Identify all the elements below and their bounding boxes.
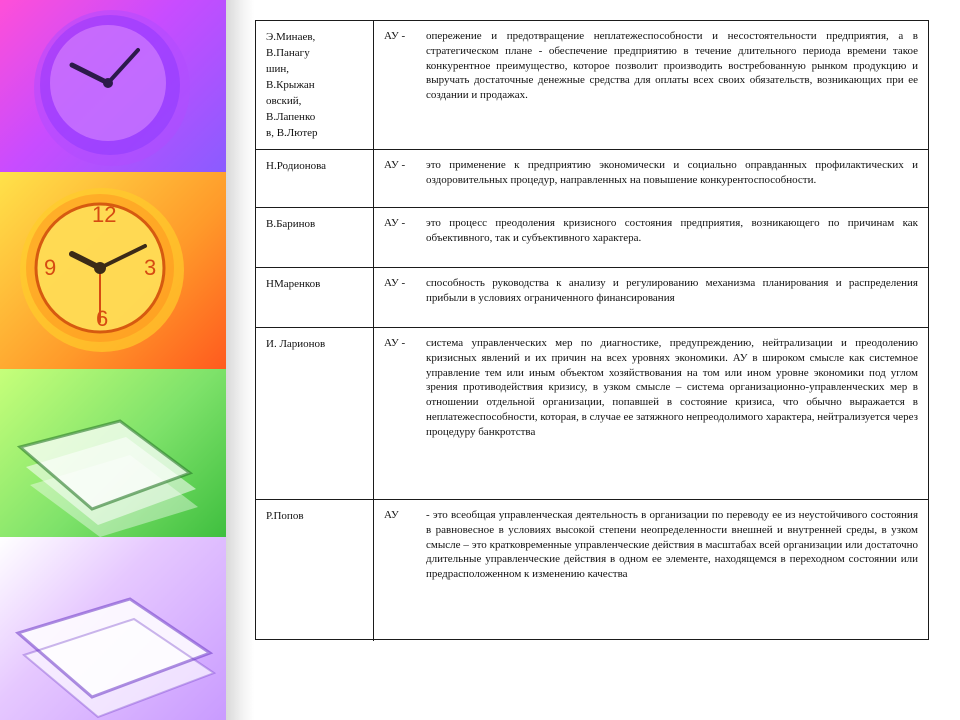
definition-cell [374,268,928,327]
term-marker: АУ - [384,337,406,349]
left-decorative-collage [0,0,226,720]
term-marker: АУ - [384,277,406,289]
author-cell: Н.Родионова [256,150,374,207]
definition-text: способность руководства к анализу и регулированию механизма планирования и распределения прибыли в условиях ограниченного финансирования [426,277,918,304]
term-marker: АУ - [384,159,406,171]
definitions-table [255,20,929,640]
papers-illustration [0,369,226,537]
table-row [256,207,928,267]
definition-text: это процесс преодоления кризисного состояния предприятия, возникающего по причинам как объективного, так и субъективного характера. [426,217,918,244]
table-row [256,499,928,641]
definition-cell [374,150,928,207]
collage-panel-lavender-papers [0,537,226,720]
svg-text:3: 3 [144,255,157,280]
collage-panel-green-papers [0,369,226,537]
term-marker: АУ [384,509,399,521]
author-cell: И. Ларионов [256,328,374,499]
table-row [256,21,928,149]
svg-text:9: 9 [44,255,57,280]
left-page-shadow [226,0,254,720]
definition-cell [374,500,928,641]
collage-panel-purple-clock [0,0,226,172]
table-row [256,149,928,207]
clock-illustration [0,172,226,369]
table-row [256,267,928,327]
definition-cell [374,208,928,267]
term-marker: АУ - [384,30,406,42]
author-cell: Р.Попов [256,500,374,641]
clock-illustration [0,0,226,172]
table-row [256,327,928,499]
definition-text: это применение к предприятию экономически и социально оправданных профилактических и оздоровительных процедур, направленных на повышение конкурентоспособности. [426,159,918,186]
definition-cell [374,328,928,499]
definition-text: - это всеобщая управленческая деятельность в организации по переводу ее из неустойчивого состояния в равновесное в условиях высокой степени неопределенности внешней и внутренней среды, в узком смысле – это кратковременные управленческие действия в масштабах всей организации или достаточно длительные управленческие действия в одном ее элементе, находящемся в переходном состоянии или предрасположенном к изменению качества [426,509,918,581]
svg-text:12: 12 [92,202,117,227]
collage-panel-yellow-clock [0,172,226,369]
definition-cell [374,21,928,149]
author-cell: В.Баринов [256,208,374,267]
author-cell: Э.Минаев, В.Панагу шин, В.Крыжан овский, В.Лапенко в, В.Лютер [256,21,374,149]
author-cell: НМаренков [256,268,374,327]
term-marker: АУ - [384,217,406,229]
definition-text: система управленческих мер по диагностике, предупреждению, нейтрализации и преодолению кризисных явлений и их причин на всех уровнях экономики. АУ в широком смысле как системное управление тем или иным объектом хозяйствования на том или ином уровне экономики под углом зрения противодействия кризису, в узком смысле – система организационно-управленческих мер в отношении отдельной организации, попавшей в состояние кризиса, что обычно выражается в неплатежеспособности, которая, в случае ее затяжного непреодолимого характера, нейтрализуется через процедуру банкротства [426,337,918,438]
papers-illustration [0,537,226,720]
svg-text:6: 6 [96,306,109,331]
definition-text: опережение и предотвращение неплатежеспособности и несостоятельности предприятия, а в стратегическом плане - обеспечение предприятию в течение длительного периода времени такое конкурентное преимущество, которое позволит производить востребованную рынком продукцию и выручать достаточные денежные средства для оплаты всех своих обязательств, возникающих при ее создании и продажах. [426,30,918,102]
